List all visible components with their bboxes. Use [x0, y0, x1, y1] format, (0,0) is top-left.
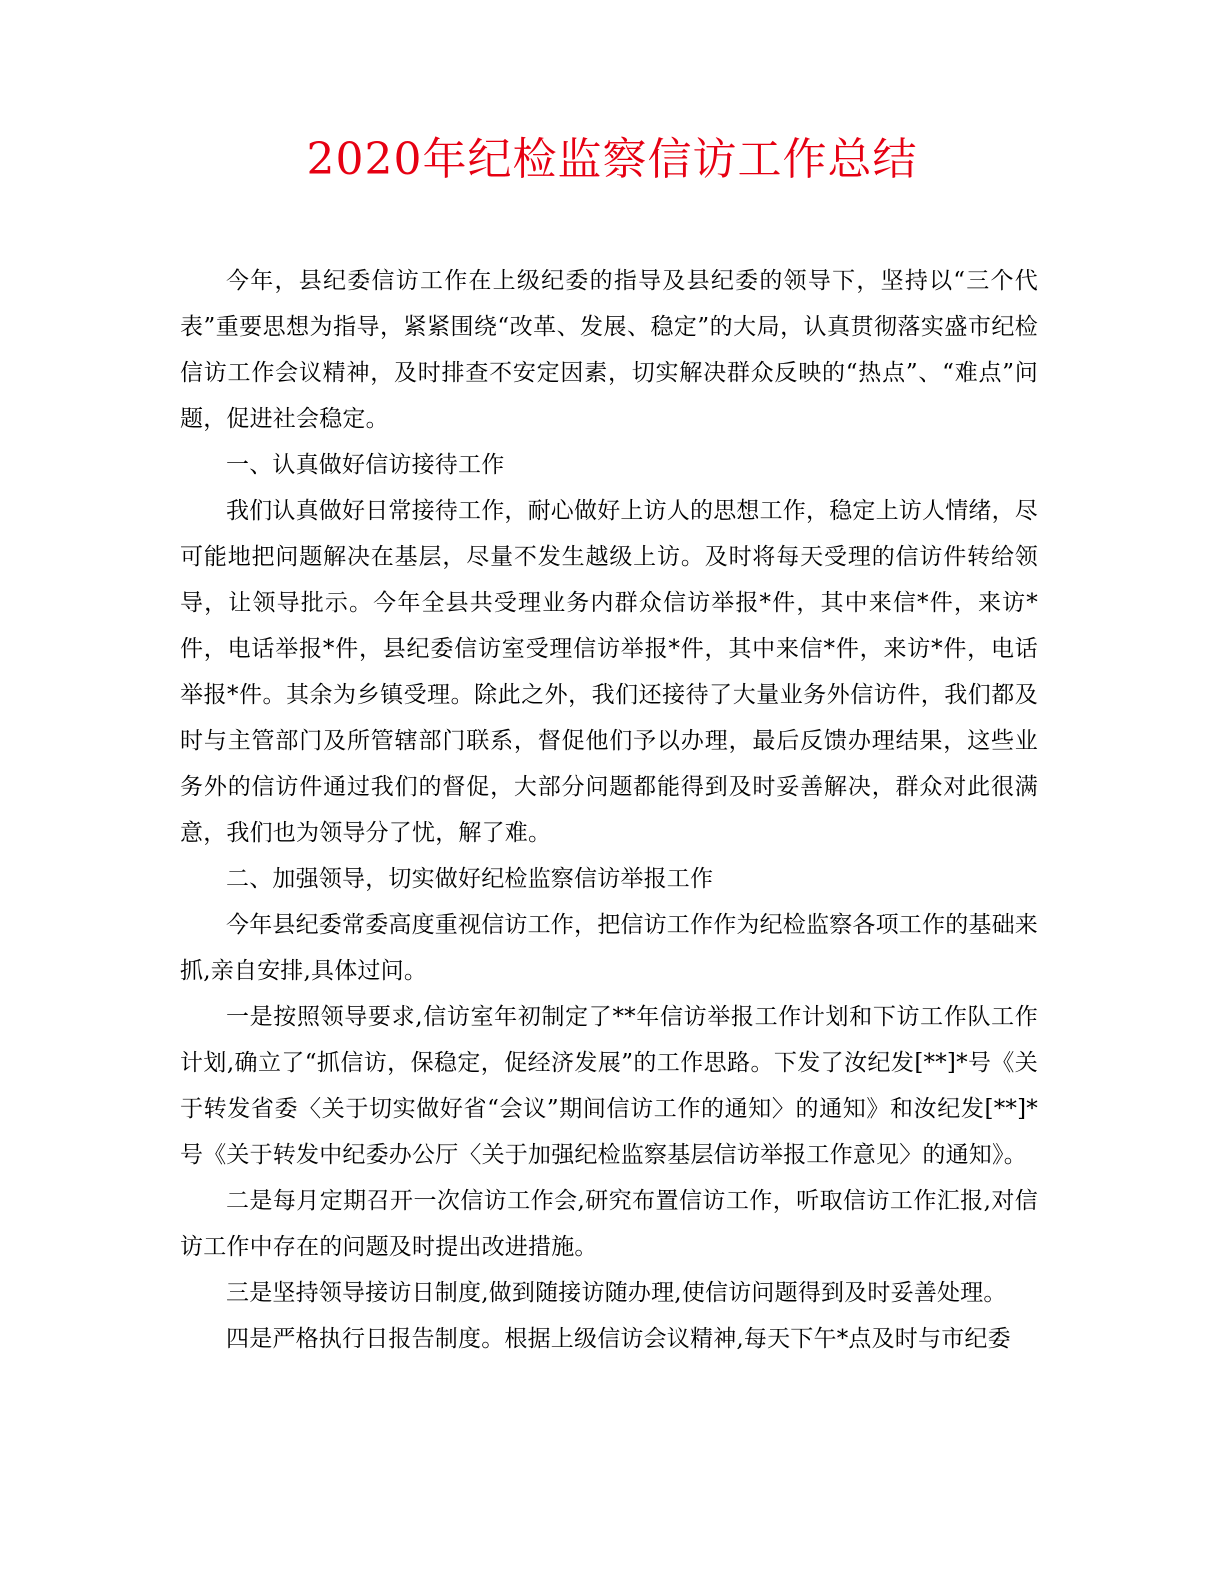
- paragraph-point-four: 四是严格执行日报告制度。根据上级信访会议精神,每天下午*点及时与市纪委: [226, 1326, 1011, 1352]
- paragraph-point-one: 一是按照领导要求,信访室年初制定了**年信访举报工作计划和下访工作队工作计划,确立了“抓信访，保稳定，促经济发展”的工作思路。下发了汝纪发[**]*号《关于转发省委〈关于切实做好省“会议”期间信访工作的通知〉的通知》和汝纪发[**]*号《关于转发中纪委办公厅〈关于加强纪检监察基层信访举报工作意见〉的通知》。: [180, 1004, 1038, 1168]
- paragraph-reception-work: 我们认真做好日常接待工作，耐心做好上访人的思想工作，稳定上访人情绪，尽可能地把问题解决在基层，尽量不发生越级上访。及时将每天受理的信访件转给领导，让领导批示。今年全县共受理业务内群众信访举报*件，其中来信*件，来访*件，电话举报*件，县纪委信访室受理信访举报*件，其中来信*件，来访*件，电话举报*件。其余为乡镇受理。除此之外，我们还接待了大量业务外信访件，我们都及时与主管部门及所管辖部门联系，督促他们予以办理，最后反馈办理结果，这些业务外的信访件通过我们的督促，大部分问题都能得到及时妥善解决，群众对此很满意，我们也为领导分了忧，解了难。: [180, 498, 1038, 846]
- paragraph-leadership: 今年县纪委常委高度重视信访工作，把信访工作作为纪检监察各项工作的基础来抓,亲自安排,具体过问。: [180, 912, 1038, 984]
- paragraph-point-two: 二是每月定期召开一次信访工作会,研究布置信访工作，听取信访工作汇报,对信访工作中存在的问题及时提出改进措施。: [180, 1188, 1038, 1260]
- document-title: 2020年纪检监察信访工作总结: [306, 134, 918, 185]
- paragraph-intro: 今年，县纪委信访工作在上级纪委的指导及县纪委的领导下，坚持以“三个代表”重要思想为指导，紧紧围绕“改革、发展、稳定”的大局，认真贯彻落实盛市纪检信访工作会议精神，及时排查不安定因素，切实解决群众反映的“热点”、“难点”问题，促进社会稳定。: [180, 268, 1038, 432]
- paragraph-point-three: 三是坚持领导接访日制度,做到随接访随办理,使信访问题得到及时妥善处理。: [226, 1280, 1007, 1306]
- section-heading-1: 一、认真做好信访接待工作: [226, 452, 505, 478]
- section-heading-2: 二、加强领导，切实做好纪检监察信访举报工作: [226, 866, 714, 892]
- document-body: [180, 258, 1038, 1362]
